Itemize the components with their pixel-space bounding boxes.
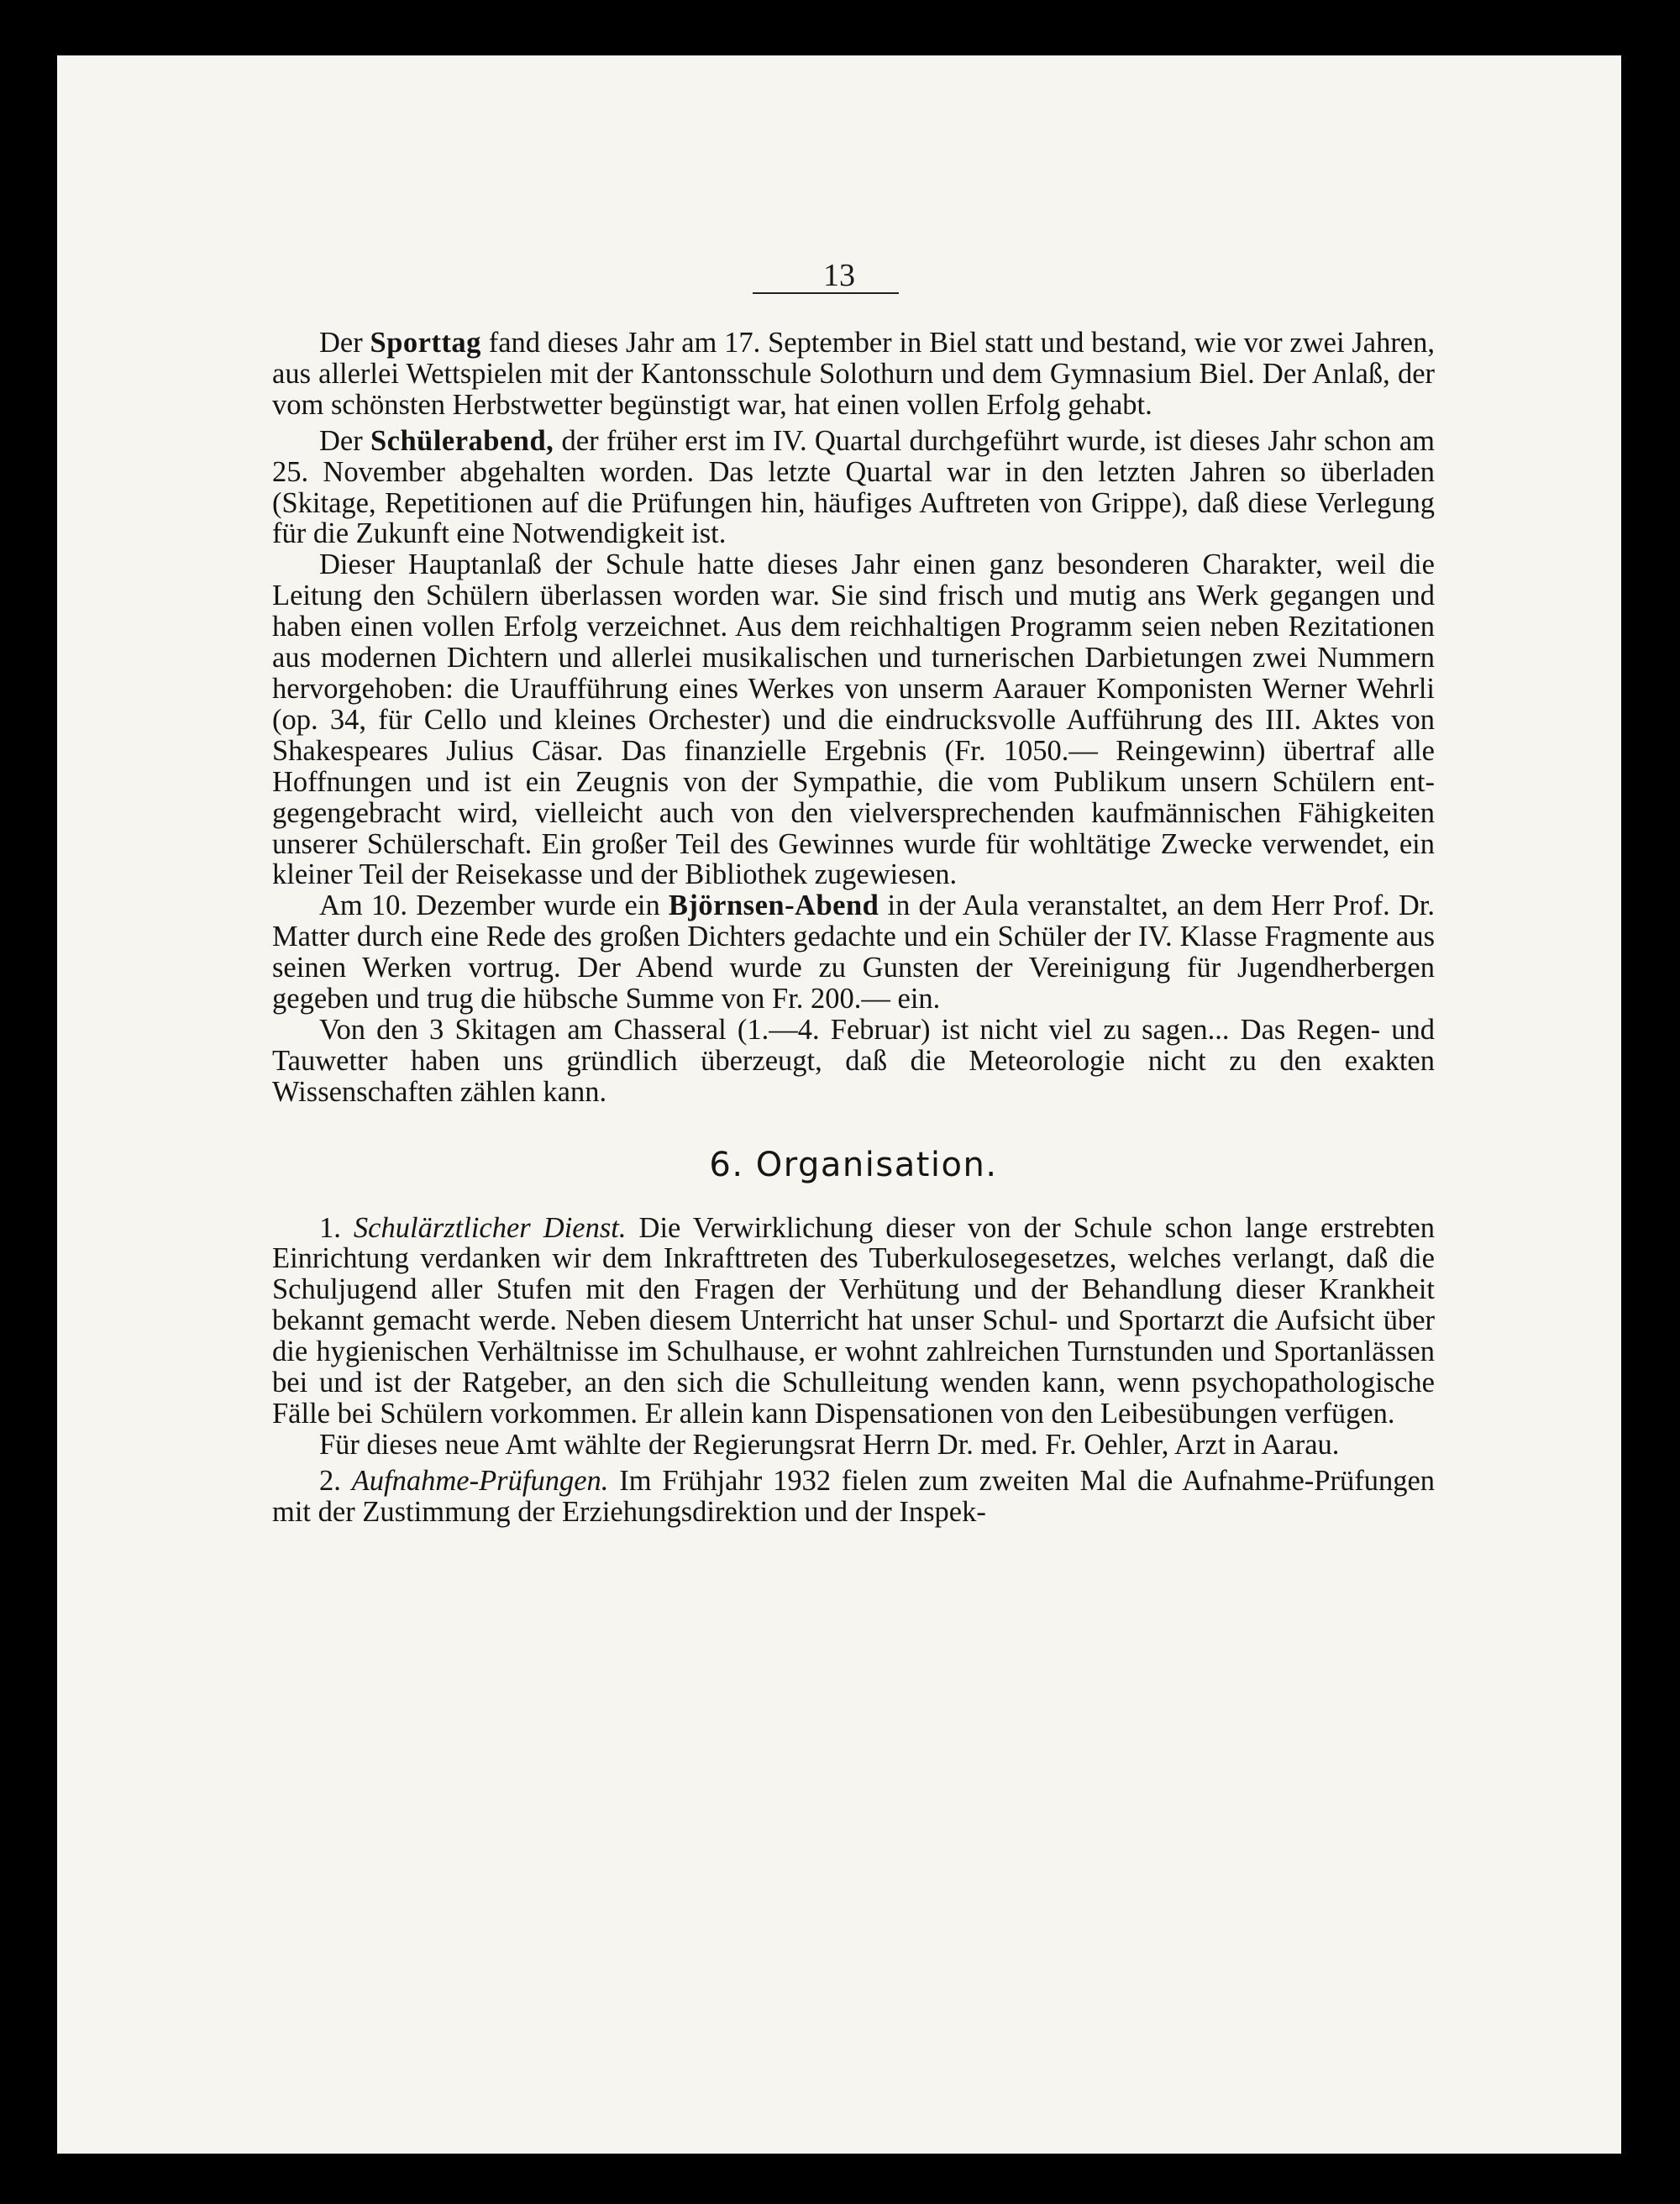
paragraph-schularzt: 1. Schulärztlicher Dienst. Die Verwirklichung dieser von der Schule schon lange erstrebten Einrichtung verdanken wir dem Inkrafttreten des Tuberkulosegesetzes, welches verlangt, daß die Schuljugend aller Stufen mit den Fragen der Verhütung und der Behandlung dieser Krankheit bekannt gemacht werde. Neben diesem Unterricht hat unser Schul- und Sportarzt die Aufsicht über die hygienischen Verhältnisse im Schulhause, er wohnt zahlreichen Turnstunden und Sportanlässen bei und ist der Ratgeber, an den sich die Schulleitung wenden kann, wenn psychopathologische Fälle bei Schülern vorkommen. Er allein kann Dispensationen von den Leibesübungen verfügen. <box>272 1211 1435 1430</box>
keyword-sporttag: Sporttag <box>370 327 481 359</box>
page-number-rule <box>753 292 899 294</box>
paragraph-aufnahme-pruefungen: 2. Aufnahme-Prüfungen. Im Frühjahr 1932 fielen zum zweiten Mal die Aufnahme-Prüfungen mit der Zustimmung der Erziehungsdirektion und der Inspek- <box>272 1464 1436 1528</box>
keyword-schuelerabend: Schülerabend, <box>370 424 554 457</box>
paragraph-skitage: Von den 3 Skitagen am Chasseral (1.—4. Februar) ist nicht viel zu sagen... Das Regen- und Tauwetter haben uns gründlich überzeugt, daß die Meteorologie nicht zu den exakten Wissenschaften zählen kann. <box>272 1013 1435 1108</box>
paragraph-hauptanlass: Dieser Hauptanlaß der Schule hatte dieses Jahr einen ganz besonderen Charakter, weil die Leitung den Schülern überlassen worden war. Sie sind frisch und mutig ans Werk gegangen und haben einen vollen Erfolg verzeichnet. Aus dem reichhaltigen Programm seien neben Rezitationen aus modernen Dichtern und allerlei musikalischen und turnerischen Darbietungen zwei Nummern hervorgehoben: die Uraufführung eines Werkes von unserm Aarauer Komponisten Werner Wehrli (op. 34, für Cello und kleines Orchester) und die eindrucksvolle Aufführung des III. Aktes von Shakespeares Julius Cäsar. Das finanzielle Ergebnis (Fr. 1050.— Reingewinn) übertraf alle Hoffnungen und ist ein Zeugnis von der Sympathie, die vom Publikum unsern Schülern entgegengebracht wird, vielleicht auch von den vielversprechenden kaufmännischen Fähigkeiten unserer Schülerschaft. Ein großer Teil des Gewinnes wurde für wohltätige Zwecke verwendet, ein kleiner Teil der Reisekasse und der Bibliothek zugewiesen. <box>272 548 1435 891</box>
keyword-bjoernsen-abend: Björnsen-Abend <box>668 889 879 922</box>
document-page <box>57 55 1621 2154</box>
paragraph-oehler: Für dieses neue Amt wählte der Regierungsrat Herrn Dr. med. Fr. Oehler, Arzt in Aarau. <box>319 1428 1340 1461</box>
subheading-schularzt: Schulärztlicher Dienst. <box>353 1211 627 1244</box>
page-body <box>272 328 1435 1528</box>
page-number: 13 <box>823 258 855 293</box>
paragraph-schuelerabend: Der Schülerabend, der früher erst im IV. Quartal durchgeführt wurde, ist dieses Jahr schon am 25. November abgehalten worden. Das letzte Quartal war in den letzten Jahren so überladen (Skitage, Repetitionen auf die Prüfungen hin, häufiges Auftreten von Grippe), daß diese Verlegung für die Zukunft eine Notwendigkeit ist. <box>272 424 1435 550</box>
subheading-aufnahme-pruefungen: Aufnahme-Prüfungen. <box>351 1464 609 1497</box>
paragraph-bjoernsen-abend: Am 10. Dezember wurde ein Björnsen-Abend in der Aula veranstaltet, an dem Herr Prof. Dr. Matter durch eine Rede des großen Dichters gedachte und ein Schüler der IV. Klasse Fragmente aus seinen Werken vortrug. Der Abend wurde zu Gunsten der Vereinigung für Jugendherbergen gegeben und trug die hübsche Summe von Fr. 200.— ein. <box>272 889 1435 1015</box>
paragraph-sporttag: Der Sporttag fand dieses Jahr am 17. September in Biel statt und bestand, wie vor zwei Jahren, aus allerlei Wettspielen mit der Kantonsschule Solothurn und dem Gymnasium Biel. Der Anlaß, der vom schönsten Herbstwetter begünstigt war, hat einen vollen Erfolg gehabt. <box>272 327 1435 421</box>
section-heading-organisation: 6. Organisation. <box>709 1145 998 1184</box>
